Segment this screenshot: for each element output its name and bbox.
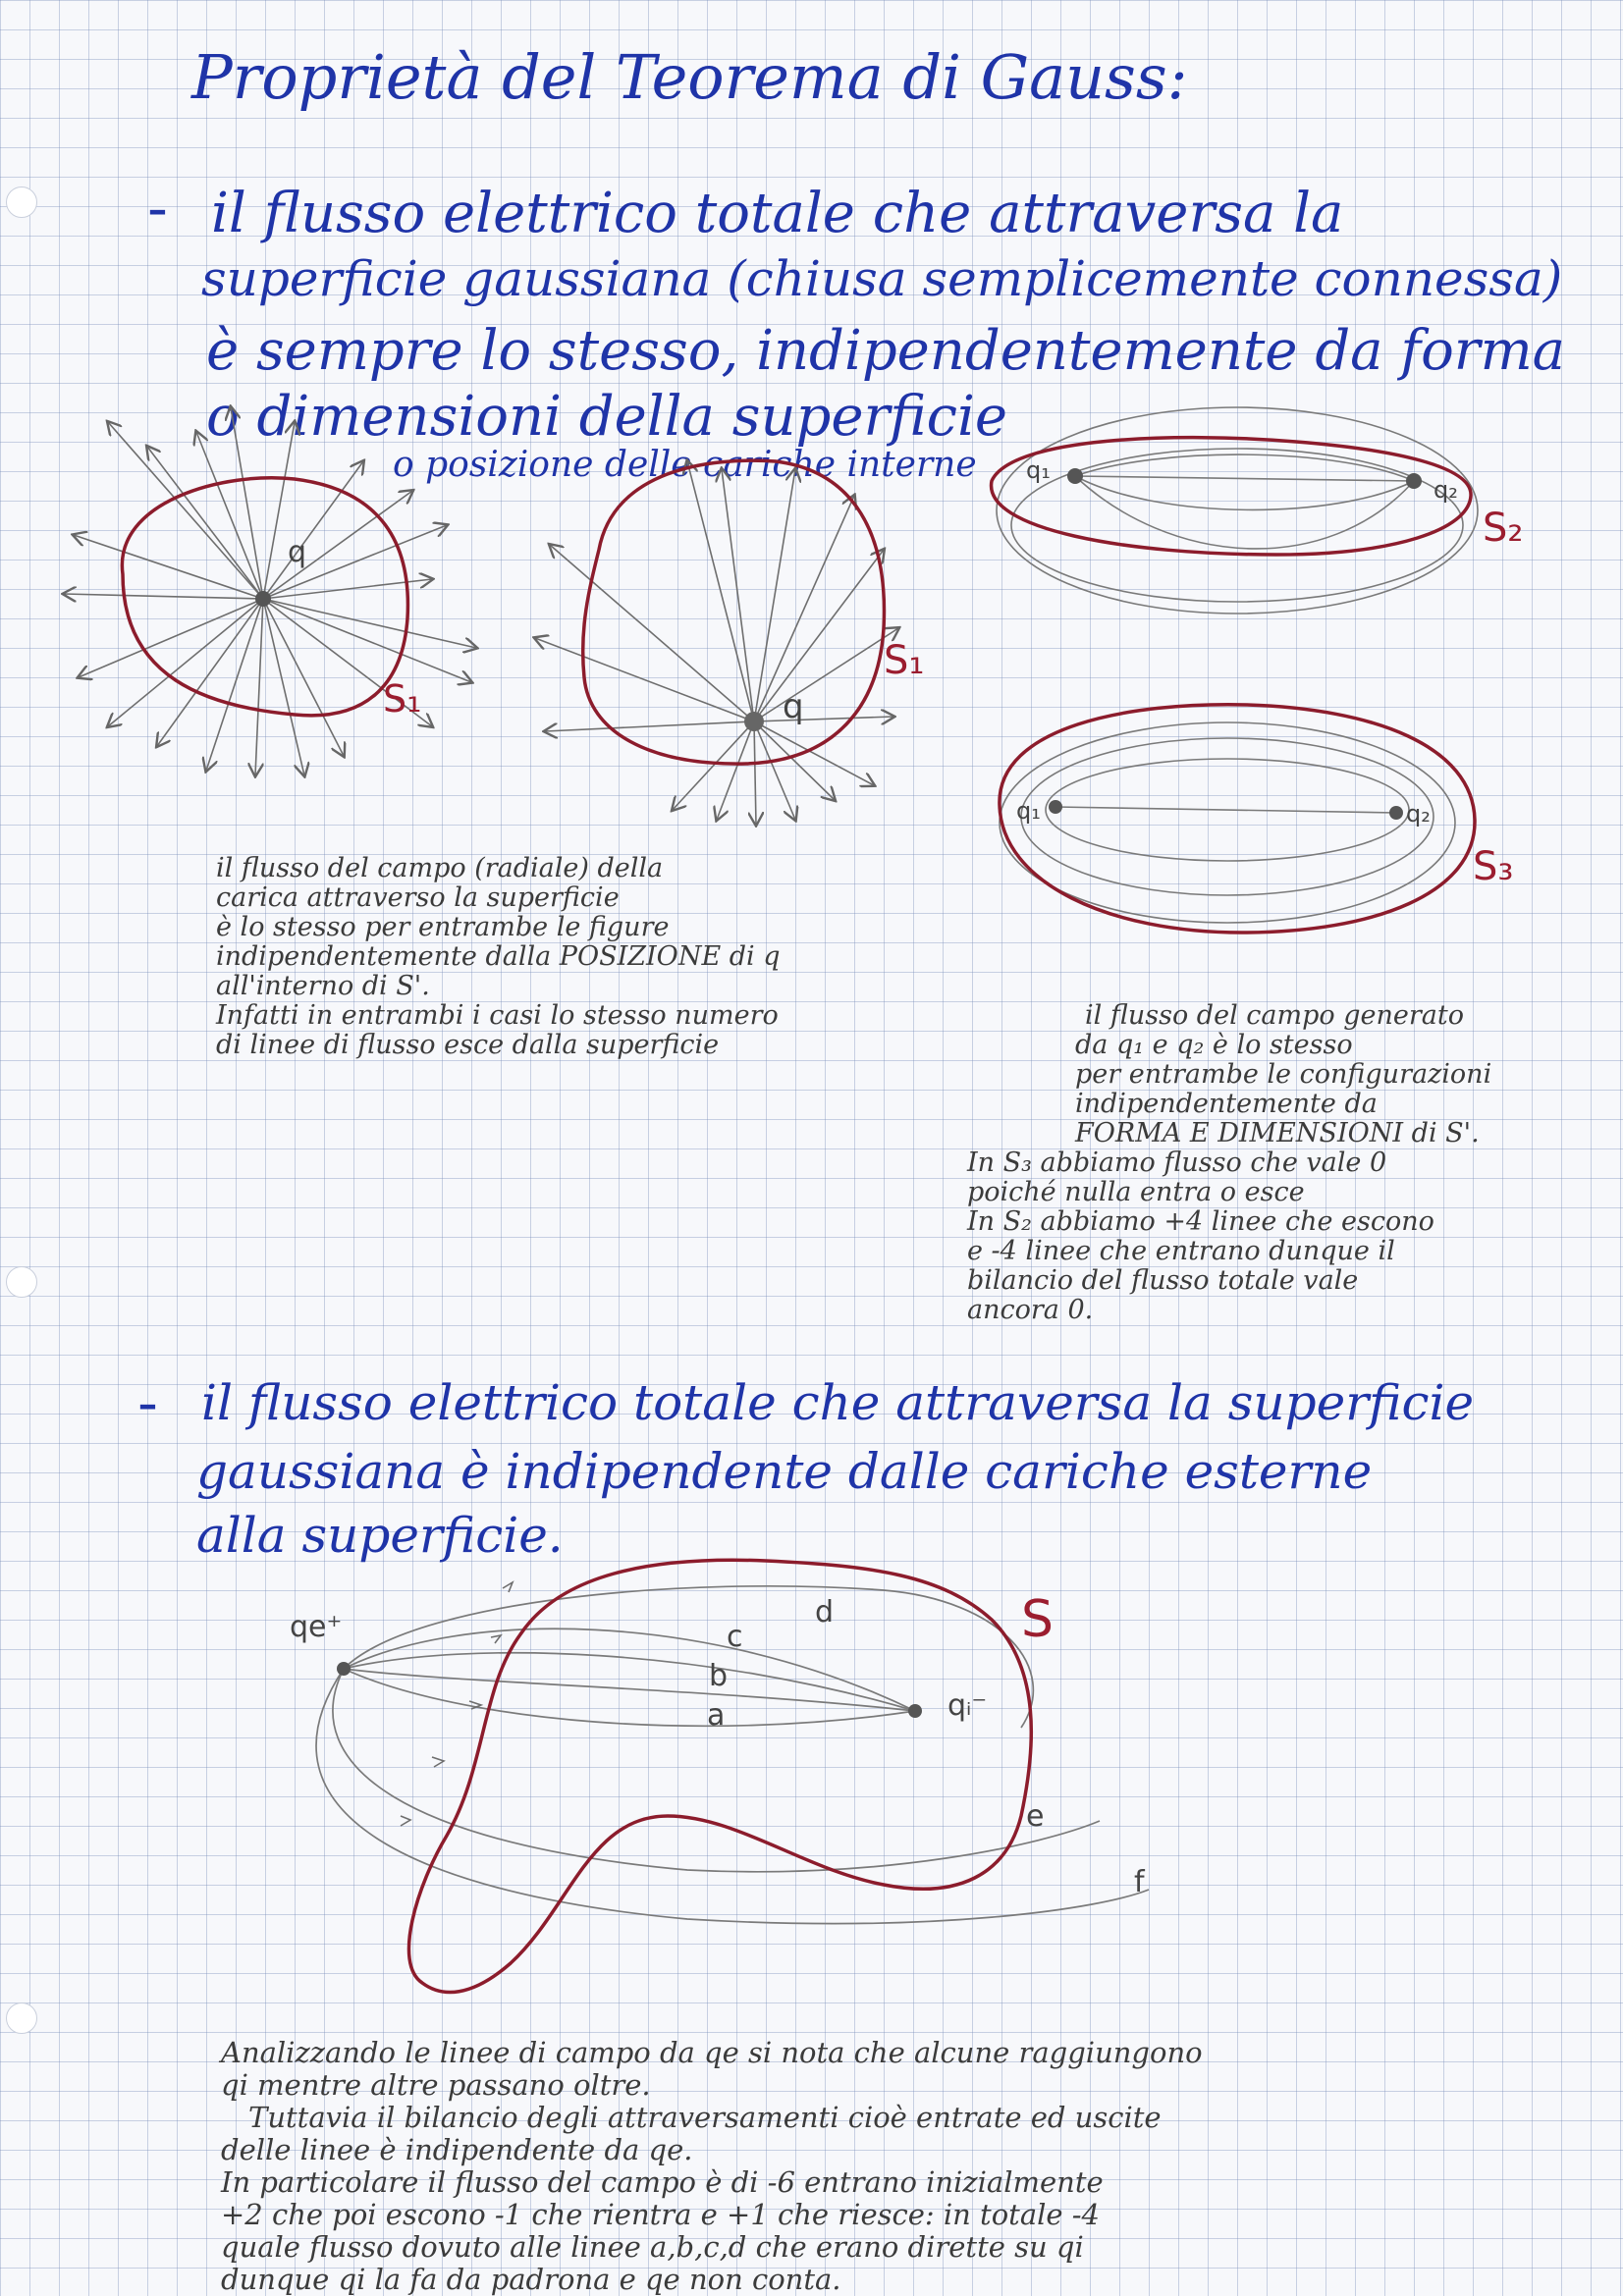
section1-line-3: è sempre lo stesso, indipendentemente da forma <box>206 319 1566 383</box>
line-label-f: f <box>1134 1865 1145 1899</box>
figure4-q2-label: q₂ <box>1406 800 1431 828</box>
note-right-line: ancora 0. <box>967 1295 1094 1325</box>
section2-line-1: il flusso elettrico totale che attraversa la superficie <box>201 1374 1475 1431</box>
note-right-line: indipendentemente da <box>1075 1089 1378 1119</box>
note-left-line: indipendentemente dalla POSIZIONE di q <box>216 941 781 972</box>
note-right-line: poiché nulla entra o esce <box>967 1177 1305 1207</box>
line-label-b: b <box>709 1659 729 1693</box>
figure3-surface-label: S₂ <box>1483 506 1524 551</box>
note-bottom-line: quale flusso dovuto alle linee a,b,c,d che erano dirette su qi <box>221 2230 1084 2264</box>
section1-line-2: superficie gaussiana (chiusa semplicemente connessa) <box>201 250 1563 307</box>
note-right-line: In S₃ abbiamo flusso che vale 0 <box>967 1148 1387 1178</box>
note-right-line: bilancio del flusso totale vale <box>967 1265 1359 1296</box>
figure5-surface-label: S <box>1021 1590 1055 1649</box>
note-right-line: per entrambe le configurazioni <box>1075 1059 1492 1090</box>
note-bottom-line: Analizzando le linee di campo da qe si nota che alcune raggiungono <box>221 2036 1203 2069</box>
note-left <box>216 854 781 1060</box>
note-right-line: FORMA E DIMENSIONI di S'. <box>1075 1118 1480 1148</box>
figure2-field-lines <box>535 461 898 825</box>
note-bottom-line: qi mentre altre passano oltre. <box>221 2068 651 2102</box>
note-left-line: è lo stesso per entrambe le figure <box>216 912 670 942</box>
section1-line-4: o dimensioni della superficie <box>206 385 1008 449</box>
bullet-dash: - <box>147 175 168 241</box>
note-right-line: il flusso del campo generato <box>1085 1000 1464 1031</box>
note-bottom-line: In particolare il flusso del campo è di -6 entrano inizialmente <box>221 2165 1104 2199</box>
figure5-qi <box>908 1704 922 1718</box>
section2-line-3: alla superficie. <box>196 1507 564 1564</box>
note-bottom-line: delle linee è indipendente da qe. <box>221 2133 693 2166</box>
bullet-dash: - <box>137 1369 158 1436</box>
line-label-a: a <box>707 1698 726 1733</box>
note-left-line: di linee di flusso esce dalla superficie <box>216 1030 720 1060</box>
line-label-d: d <box>815 1595 835 1629</box>
note-right-line: In S₂ abbiamo +4 linee che escono <box>967 1206 1434 1237</box>
note-bottom-line: +2 che poi escono -1 che rientra e +1 che riesce: in totale -4 <box>221 2198 1101 2231</box>
figure2-charge <box>744 712 764 731</box>
figure1-charge <box>255 591 271 607</box>
figure3-q1-label: q₁ <box>1026 456 1051 484</box>
note-right <box>967 1001 1491 1325</box>
figure4-field-lines <box>1000 722 1455 923</box>
figure5-surface <box>408 1560 1031 1992</box>
section2-line-2: gaussiana è indipendente dalle cariche esterne <box>196 1443 1373 1500</box>
note-left-line: Infatti in entrambi i casi lo stesso numero <box>216 1000 779 1031</box>
figure1-surface-label: S₁ <box>383 677 422 721</box>
note-right-line: e -4 linee che entrano dunque il <box>967 1236 1395 1266</box>
note-right-line: da q₁ e q₂ è lo stesso <box>1075 1030 1353 1060</box>
figure2-charge-label: q <box>783 687 804 726</box>
section1-line-1: il flusso elettrico totale che attraversa la <box>211 182 1344 245</box>
figure3-q2-label: q₂ <box>1434 476 1458 504</box>
figure1-charge-label: q <box>288 535 307 569</box>
page-title: Proprietà del Teorema di Gauss: <box>191 41 1188 113</box>
line-label-e: e <box>1026 1799 1045 1834</box>
line-label-c: c <box>727 1620 743 1654</box>
figure5-qe-label: qe⁺ <box>290 1610 343 1644</box>
note-left-line: all'interno di S'. <box>216 971 430 1001</box>
figure2-surface-label: S₁ <box>884 638 925 683</box>
figure4-q1-label: q₁ <box>1016 797 1041 825</box>
note-bottom-line: Tuttavia il bilancio degli attraversamenti cioè entrate ed uscite <box>248 2101 1162 2134</box>
figure5-qi-label: qᵢ⁻ <box>947 1688 988 1723</box>
note-bottom-line: dunque qi la fa da padrona e qe non conta. <box>221 2263 841 2296</box>
note-left-line: carica attraverso la superficie <box>216 882 620 913</box>
note-left-line: il flusso del campo (radiale) della <box>216 853 664 883</box>
figure4-surface-label: S₃ <box>1473 844 1514 889</box>
figure5-qe <box>337 1662 351 1676</box>
section1-insert: o posizione delle cariche interne <box>393 445 977 485</box>
note-bottom <box>221 2037 1203 2296</box>
